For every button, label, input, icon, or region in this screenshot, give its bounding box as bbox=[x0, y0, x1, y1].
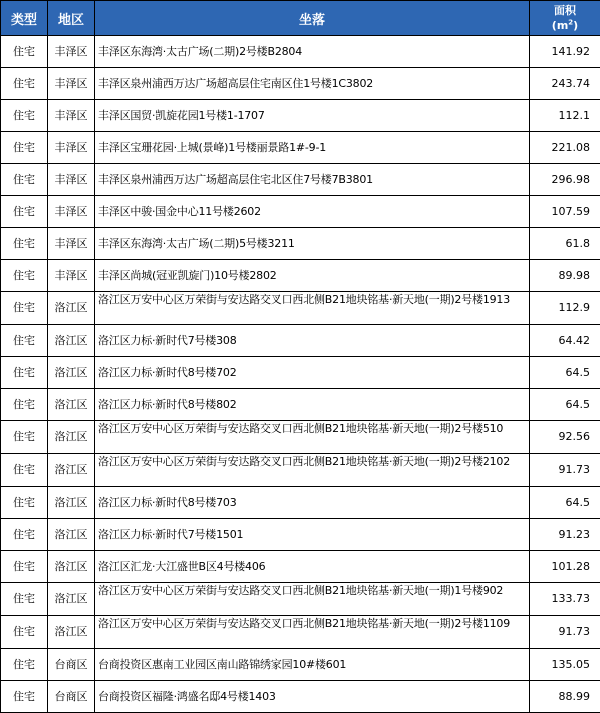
cell-location: 丰泽区东海湾·太古广场(二期)2号楼B2804 bbox=[95, 36, 530, 68]
cell-type: 住宅 bbox=[1, 132, 48, 164]
cell-district: 洛江区 bbox=[48, 454, 95, 487]
table-row bbox=[1, 389, 600, 421]
cell-location: 丰泽区泉州浦西万达广场超高层住宅北区住7号楼7B3801 bbox=[95, 164, 530, 196]
cell-type: 住宅 bbox=[1, 100, 48, 132]
cell-type: 住宅 bbox=[1, 357, 48, 389]
table-row bbox=[1, 260, 600, 292]
cell-type: 住宅 bbox=[1, 551, 48, 583]
table-row bbox=[1, 681, 600, 713]
cell-district: 台商区 bbox=[48, 649, 95, 681]
cell-area: 135.05 bbox=[530, 649, 600, 681]
cell-location: 丰泽区东海湾·太古广场(二期)5号楼3211 bbox=[95, 228, 530, 260]
table-row bbox=[1, 100, 600, 132]
header-location: 坐落 bbox=[95, 1, 530, 36]
cell-location: 丰泽区中骏·国金中心11号楼2602 bbox=[95, 196, 530, 228]
cell-area: 64.5 bbox=[530, 389, 600, 421]
cell-district: 洛江区 bbox=[48, 421, 95, 454]
cell-location: 丰泽区尚城(冠亚凯旋门)10号楼2802 bbox=[95, 260, 530, 292]
cell-district: 丰泽区 bbox=[48, 68, 95, 100]
cell-district: 丰泽区 bbox=[48, 100, 95, 132]
cell-district: 丰泽区 bbox=[48, 196, 95, 228]
header-area bbox=[530, 1, 600, 36]
table-row bbox=[1, 228, 600, 260]
cell-type: 住宅 bbox=[1, 292, 48, 325]
cell-district: 丰泽区 bbox=[48, 260, 95, 292]
cell-location: 洛江区力标·新时代8号楼802 bbox=[95, 389, 530, 421]
cell-area: 64.42 bbox=[530, 325, 600, 357]
cell-type: 住宅 bbox=[1, 583, 48, 616]
cell-district: 洛江区 bbox=[48, 292, 95, 325]
cell-area: 107.59 bbox=[530, 196, 600, 228]
cell-type: 住宅 bbox=[1, 325, 48, 357]
header-row bbox=[1, 1, 600, 36]
cell-area: 141.92 bbox=[530, 36, 600, 68]
cell-location: 洛江区万安中心区万荣街与安达路交叉口西北侧B21地块铭基·新天地(一期)2号楼510 bbox=[95, 421, 530, 454]
cell-location: 台商投资区惠南工业园区南山路锦绣家园10#楼601 bbox=[95, 649, 530, 681]
cell-type: 住宅 bbox=[1, 616, 48, 649]
cell-type: 住宅 bbox=[1, 196, 48, 228]
table-row bbox=[1, 616, 600, 649]
cell-district: 洛江区 bbox=[48, 616, 95, 649]
cell-district: 丰泽区 bbox=[48, 36, 95, 68]
cell-area: 64.5 bbox=[530, 357, 600, 389]
table-row bbox=[1, 649, 600, 681]
cell-type: 住宅 bbox=[1, 36, 48, 68]
cell-area: 61.8 bbox=[530, 228, 600, 260]
cell-area: 88.99 bbox=[530, 681, 600, 713]
cell-type: 住宅 bbox=[1, 68, 48, 100]
table-body bbox=[1, 36, 600, 713]
cell-area: 91.73 bbox=[530, 616, 600, 649]
table-row bbox=[1, 132, 600, 164]
cell-type: 住宅 bbox=[1, 454, 48, 487]
cell-district: 洛江区 bbox=[48, 325, 95, 357]
table-row bbox=[1, 421, 600, 454]
table-row bbox=[1, 292, 600, 325]
table-row bbox=[1, 583, 600, 616]
cell-location: 洛江区力标·新时代7号楼1501 bbox=[95, 519, 530, 551]
cell-location: 丰泽区泉州浦西万达广场超高层住宅南区住1号楼1C3802 bbox=[95, 68, 530, 100]
table-row bbox=[1, 357, 600, 389]
cell-district: 洛江区 bbox=[48, 551, 95, 583]
table-row bbox=[1, 487, 600, 519]
cell-location: 洛江区万安中心区万荣街与安达路交叉口西北侧B21地块铭基·新天地(一期)1号楼902 bbox=[95, 583, 530, 616]
cell-area: 133.73 bbox=[530, 583, 600, 616]
table-row bbox=[1, 68, 600, 100]
cell-district: 洛江区 bbox=[48, 519, 95, 551]
header-district: 地区 bbox=[48, 1, 95, 36]
cell-district: 丰泽区 bbox=[48, 164, 95, 196]
cell-location: 洛江区力标·新时代7号楼308 bbox=[95, 325, 530, 357]
cell-district: 丰泽区 bbox=[48, 132, 95, 164]
cell-type: 住宅 bbox=[1, 421, 48, 454]
cell-type: 住宅 bbox=[1, 649, 48, 681]
header-area-label: 面积 bbox=[554, 4, 576, 17]
cell-type: 住宅 bbox=[1, 164, 48, 196]
cell-area: 64.5 bbox=[530, 487, 600, 519]
cell-type: 住宅 bbox=[1, 260, 48, 292]
cell-type: 住宅 bbox=[1, 228, 48, 260]
cell-district: 洛江区 bbox=[48, 389, 95, 421]
cell-type: 住宅 bbox=[1, 519, 48, 551]
cell-area: 101.28 bbox=[530, 551, 600, 583]
cell-type: 住宅 bbox=[1, 681, 48, 713]
cell-location: 洛江区万安中心区万荣街与安达路交叉口西北侧B21地块铭基·新天地(一期)2号楼1913 bbox=[95, 292, 530, 325]
cell-location: 洛江区万安中心区万荣街与安达路交叉口西北侧B21地块铭基·新天地(一期)2号楼1109 bbox=[95, 616, 530, 649]
header-type: 类型 bbox=[1, 1, 48, 36]
cell-type: 住宅 bbox=[1, 487, 48, 519]
cell-area: 112.9 bbox=[530, 292, 600, 325]
cell-area: 92.56 bbox=[530, 421, 600, 454]
table-row bbox=[1, 551, 600, 583]
header-area-unit: $(m^2)$ bbox=[552, 19, 578, 32]
table-row bbox=[1, 325, 600, 357]
table-row bbox=[1, 196, 600, 228]
cell-location: 洛江区万安中心区万荣街与安达路交叉口西北侧B21地块铭基·新天地(一期)2号楼2102 bbox=[95, 454, 530, 487]
table-row bbox=[1, 164, 600, 196]
cell-area: 221.08 bbox=[530, 132, 600, 164]
table-row bbox=[1, 454, 600, 487]
cell-area: 91.23 bbox=[530, 519, 600, 551]
cell-location: 丰泽区宝珊花园·上城(景峰)1号楼丽景路1#-9-1 bbox=[95, 132, 530, 164]
cell-location: 洛江区汇龙·大江盛世B区4号楼406 bbox=[95, 551, 530, 583]
cell-area: 112.1 bbox=[530, 100, 600, 132]
cell-district: 洛江区 bbox=[48, 583, 95, 616]
cell-location: 洛江区力标·新时代8号楼702 bbox=[95, 357, 530, 389]
cell-area: 296.98 bbox=[530, 164, 600, 196]
cell-area: 91.73 bbox=[530, 454, 600, 487]
cell-district: 洛江区 bbox=[48, 487, 95, 519]
cell-district: 洛江区 bbox=[48, 357, 95, 389]
cell-location: 丰泽区国贸·凯旋花园1号楼1-1707 bbox=[95, 100, 530, 132]
cell-location: 洛江区力标·新时代8号楼703 bbox=[95, 487, 530, 519]
cell-type: 住宅 bbox=[1, 389, 48, 421]
cell-district: 台商区 bbox=[48, 681, 95, 713]
cell-district: 丰泽区 bbox=[48, 228, 95, 260]
cell-area: 243.74 bbox=[530, 68, 600, 100]
table-row bbox=[1, 519, 600, 551]
table-row bbox=[1, 36, 600, 68]
table-header bbox=[1, 1, 600, 36]
cell-area: 89.98 bbox=[530, 260, 600, 292]
cell-location: 台商投资区福隆·鸿盛名邸4号楼1403 bbox=[95, 681, 530, 713]
